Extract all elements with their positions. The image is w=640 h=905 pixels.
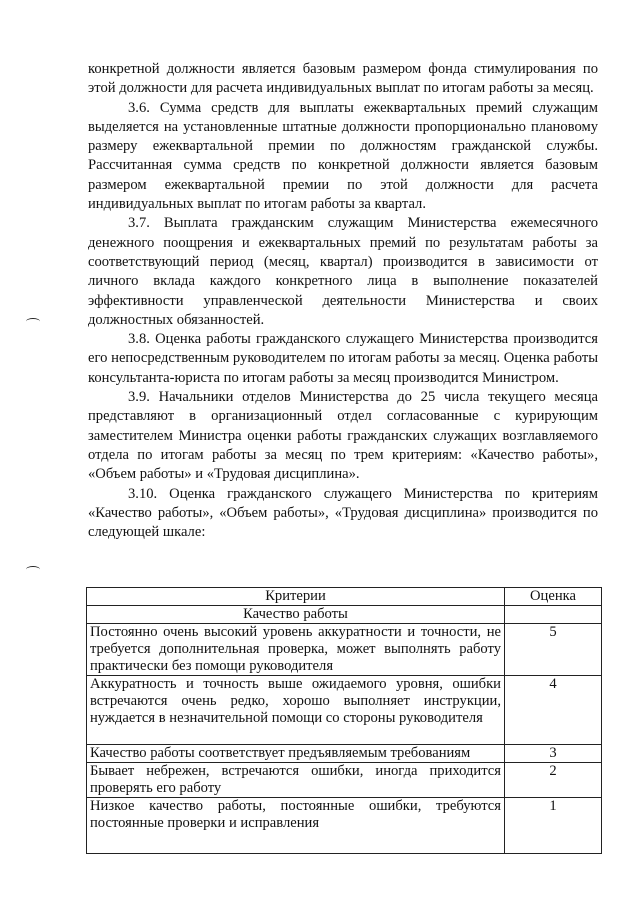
table-section-row (87, 606, 602, 624)
table-row (87, 763, 602, 798)
criterion-text: Аккуратность и точность выше ожидаемого уровня, ошибки встречаются очень редко, хорошо выполняет инструкции, нуждается в незначительной помощи со стороны руководителя (87, 676, 505, 745)
criterion-text: Бывает небрежен, встречаются ошибки, иногда приходится проверять его работу (87, 763, 505, 798)
punch-hole-mark-upper (26, 318, 40, 325)
punch-hole-mark-lower (26, 566, 40, 573)
table-row (87, 798, 602, 854)
table-row (87, 745, 602, 763)
criterion-score: 5 (505, 624, 602, 676)
table-row (87, 624, 602, 676)
criteria-table (86, 587, 602, 854)
paragraph-3-8: 3.8. Оценка работы гражданского служащего Министерства производится его непосредственным руководителем по итогам работы за месяц. Оценка работы консультанта-юриста по итогам работы за месяц производится Министром. (88, 331, 598, 386)
table-header-row (87, 588, 602, 606)
paragraph-3-6: 3.6. Сумма средств для выплаты ежеквартальных премий служащим выделяется на установленные штатные должности пропорционально плановому размеру ежеквартальной премии по должностям гражданской службы. Рассчитанная сумма средств по конкретной должности является базовым размером ежеквартальной премии по этой должности для расчета индивидуальных выплат по итогам работы за квартал. (88, 99, 598, 213)
criterion-score: 4 (505, 676, 602, 745)
criterion-score: 2 (505, 763, 602, 798)
section-title: Качество работы (87, 606, 505, 624)
criterion-score: 3 (505, 745, 602, 763)
table-row (87, 676, 602, 745)
criterion-text: Качество работы соответствует предъявляемым требованиям (87, 745, 505, 763)
header-criteria: Критерии (87, 588, 505, 606)
section-empty-cell (505, 606, 602, 624)
document-body (88, 60, 598, 542)
criterion-text: Постоянно очень высокий уровень аккуратности и точности, не требуется дополнительная проверка, может выполнять работу практически без помощи руководителя (87, 624, 505, 676)
header-score: Оценка (505, 588, 602, 606)
paragraph-3-10: 3.10. Оценка гражданского служащего Министерства по критериям «Качество работы», «Объем работы», «Трудовая дисциплина» производится по следующей шкале: (88, 485, 598, 541)
criterion-score: 1 (505, 798, 602, 854)
paragraph-continuation: конкретной должности является базовым размером фонда стимулирования по этой должности для расчета индивидуальных выплат по итогам работы за месяц. (88, 61, 598, 97)
paragraph-3-7: 3.7. Выплата гражданским служащим Министерства ежемесячного денежного поощрения и ежеквартальных премий по результатам работы за соответствующий период (месяц, квартал) производится в зависимости от личного вклада каждого конкретного лица в выполнение показателей эффективности управленческой деятельности Министерства и своих должностных обязанностей. (88, 215, 598, 328)
criterion-text: Низкое качество работы, постоянные ошибки, требуются постоянные проверки и исправления (87, 798, 505, 854)
paragraph-3-9: 3.9. Начальники отделов Министерства до 25 числа текущего месяца представляют в организационный отдел согласованные с курирующим заместителем Министра оценки работы гражданских служащих возглавляемого отдела по итогам работы за месяц по трем критериям: «Качество работы», «Объем работы» и «Трудовая дисциплина». (88, 389, 598, 483)
